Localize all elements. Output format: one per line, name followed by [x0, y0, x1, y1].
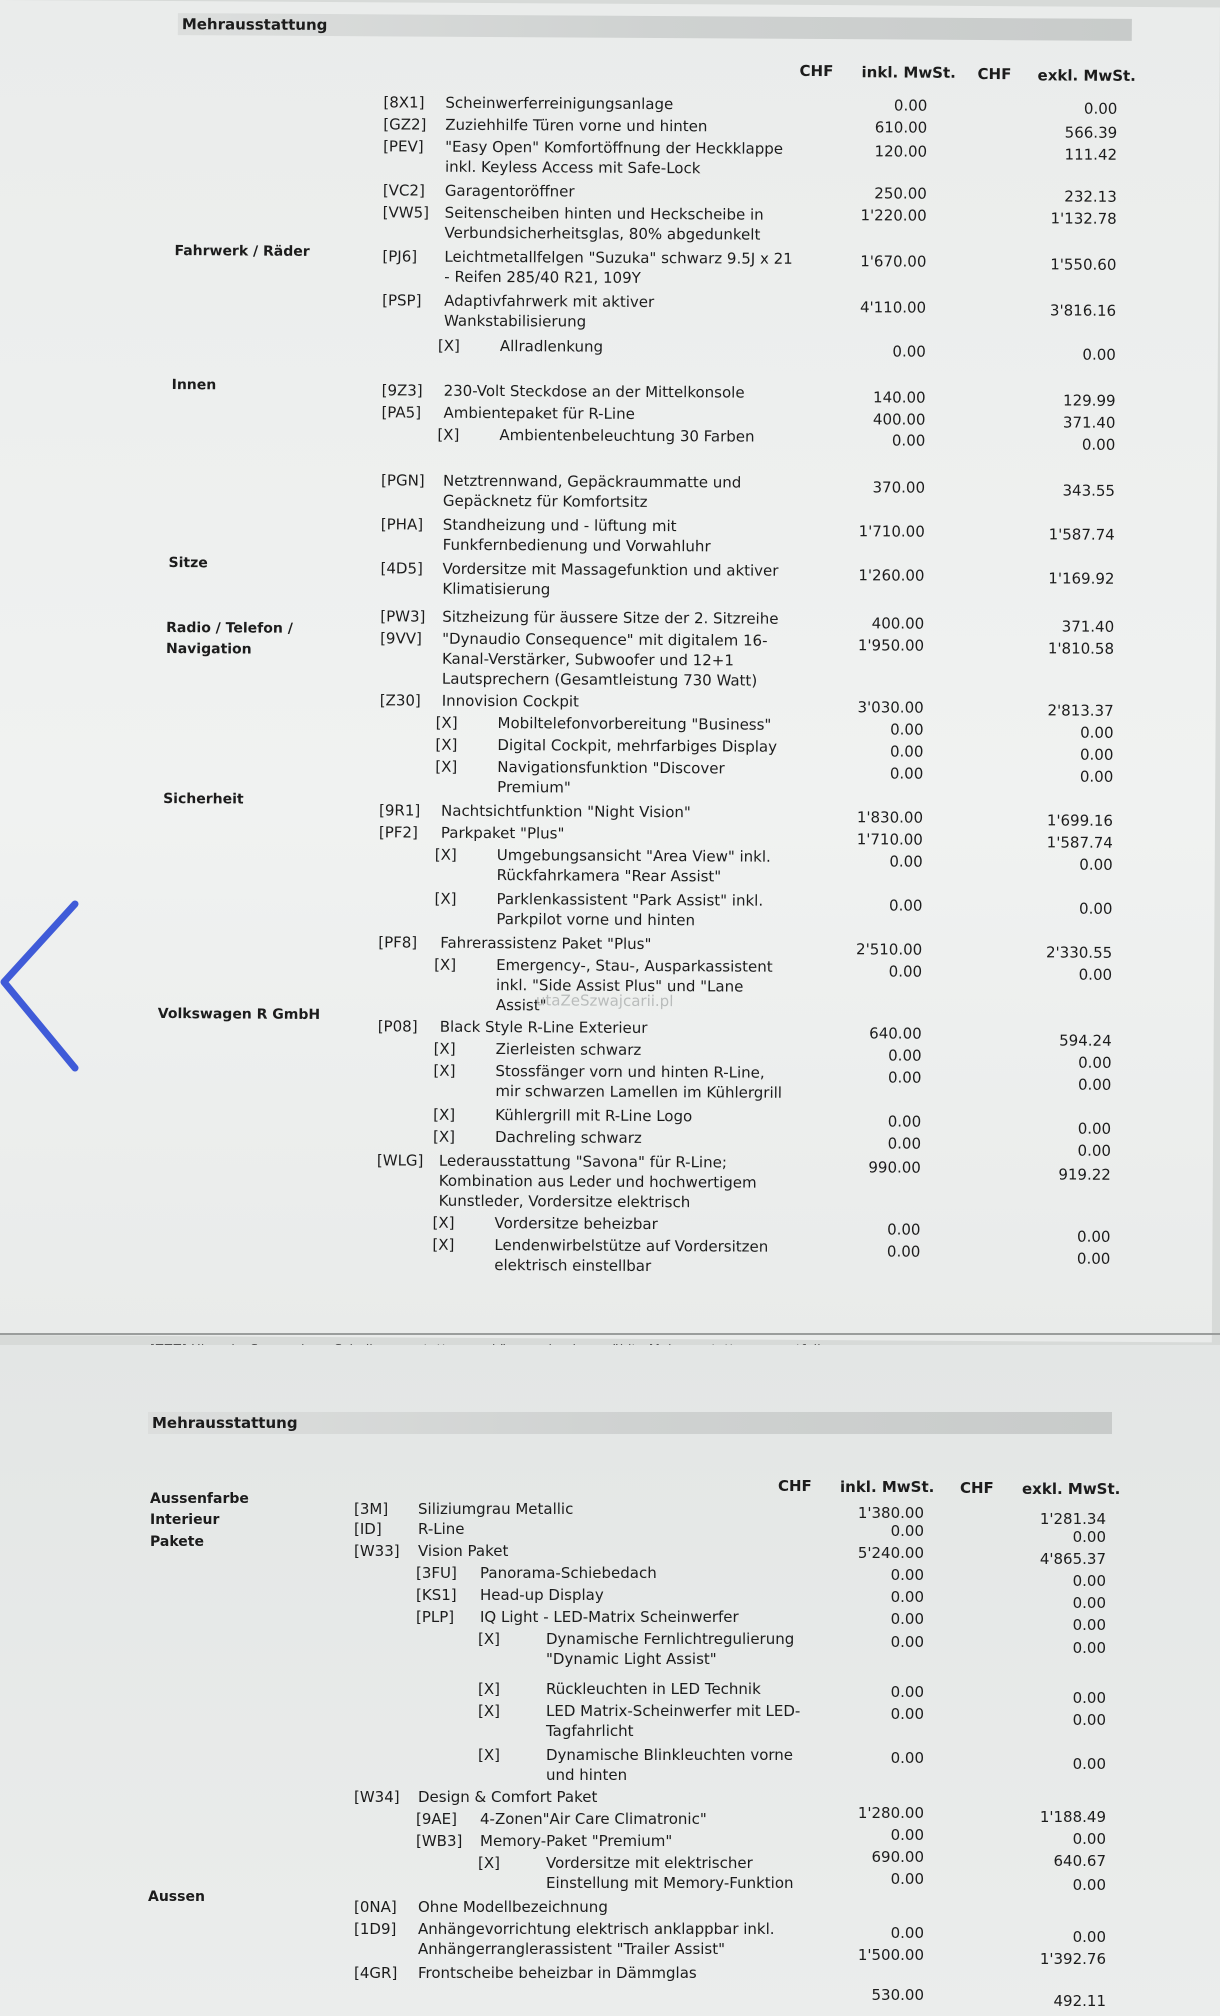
section-header: Mehrausstattung — [148, 1412, 1112, 1434]
watermark: utaZeSzwajcarii.pl — [535, 991, 674, 1011]
price-incl-vat: 0.00 — [889, 896, 923, 915]
price-incl-vat: 120.00 — [874, 142, 928, 161]
page-lower — [0, 1345, 1220, 2016]
option-code: [X] — [478, 1702, 500, 1720]
price-excl-vat: 0.00 — [1072, 1755, 1106, 1773]
option-code: [PEV] — [383, 137, 424, 156]
option-code: [X] — [433, 1039, 456, 1058]
option-code: [PLP] — [416, 1608, 455, 1626]
price-excl-vat: 0.00 — [1072, 1528, 1106, 1546]
option-code: [X] — [435, 757, 458, 776]
price-incl-vat: 400.00 — [871, 614, 925, 633]
price-excl-vat: 0.00 — [1082, 345, 1116, 364]
category-label: Volkswagen R GmbH — [157, 1005, 321, 1023]
price-excl-vat: 0.00 — [1079, 745, 1114, 764]
category-label: Sitze — [168, 555, 208, 572]
price-excl-vat: 0.00 — [1072, 1689, 1106, 1707]
option-description: Fahrerassistenz Paket "Plus" — [440, 933, 652, 953]
price-excl-vat: 1'392.76 — [1039, 1950, 1106, 1968]
option-description: Design & Comfort Paket — [418, 1788, 598, 1806]
category-label: Aussen — [148, 1889, 205, 1905]
col-chf-excl: CHF — [960, 1479, 994, 1497]
col-excl-mwst: exkl. MwSt. — [1022, 1480, 1121, 1498]
price-excl-vat: 0.00 — [1076, 1249, 1111, 1268]
price-excl-vat: 0.00 — [1078, 1053, 1112, 1072]
price-incl-vat: 400.00 — [872, 410, 926, 429]
option-description: Assist" — [495, 996, 547, 1015]
option-description: Klimatisierung — [442, 579, 551, 599]
option-description: Kunstleder, Vordersitze elektrisch — [438, 1191, 691, 1212]
price-excl-vat: 0.00 — [1077, 1141, 1112, 1160]
option-description: Umgebungsansicht "Area View" inkl. — [496, 846, 771, 866]
option-description: "Dynamic Light Assist" — [546, 1650, 717, 1668]
option-code: [X] — [478, 1630, 500, 1648]
price-incl-vat: 5'240.00 — [857, 1544, 924, 1562]
price-incl-vat: 370.00 — [872, 478, 926, 497]
option-code: [WB3] — [416, 1832, 463, 1850]
back-chevron-icon[interactable] — [0, 900, 80, 1080]
price-excl-vat: 0.00 — [1077, 1075, 1112, 1094]
option-description: Vordersitze mit elektrischer — [546, 1854, 753, 1872]
price-excl-vat: 1'132.78 — [1050, 209, 1117, 228]
option-description: Parkpilot vorne und hinten — [496, 910, 696, 930]
price-excl-vat: 566.39 — [1064, 123, 1118, 142]
option-description: Innovision Cockpit — [441, 691, 580, 711]
price-excl-vat: 594.24 — [1059, 1031, 1112, 1050]
option-description: Zuziehhilfe Türen vorne und hinten — [445, 115, 708, 136]
option-description: "Dynaudio Consequence" mit digitalem 16- — [442, 629, 768, 650]
option-description: und hinten — [546, 1766, 628, 1784]
col-chf-excl: CHF — [977, 64, 1012, 84]
price-incl-vat: 1'670.00 — [860, 252, 927, 271]
price-incl-vat: 0.00 — [890, 1749, 924, 1767]
option-code: [4D5] — [380, 559, 423, 578]
price-incl-vat: 640.00 — [869, 1024, 922, 1043]
option-code: [PJ6] — [382, 247, 418, 266]
price-incl-vat: 0.00 — [889, 852, 923, 871]
option-description: Wankstabilisierung — [443, 311, 587, 331]
price-incl-vat: 0.00 — [890, 1870, 924, 1888]
option-code: [X] — [433, 1127, 456, 1146]
option-code: [X] — [433, 1105, 456, 1124]
price-incl-vat: 530.00 — [871, 1986, 924, 2004]
price-incl-vat: 1'950.00 — [857, 636, 925, 655]
option-description: 4-Zonen"Air Care Climatronic" — [480, 1810, 707, 1828]
option-description: Zierleisten schwarz — [495, 1040, 642, 1059]
option-code: [X] — [478, 1680, 500, 1698]
price-excl-vat: 129.99 — [1063, 391, 1116, 410]
price-excl-vat: 111.42 — [1064, 145, 1118, 164]
option-description: Ambientenbeleuchtung 30 Farben — [499, 426, 755, 446]
price-incl-vat: 0.00 — [887, 1112, 922, 1131]
price-incl-vat: 0.00 — [887, 1134, 922, 1153]
option-description: Adaptivfahrwerk mit aktiver — [444, 291, 655, 312]
option-code: [X] — [432, 1213, 455, 1232]
option-description: Vordersitze mit Massagefunktion und aktiver — [442, 559, 779, 580]
option-description: R-Line — [418, 1520, 465, 1538]
option-code: [W33] — [354, 1542, 400, 1560]
option-code: [PF2] — [378, 823, 418, 842]
option-code: [X] — [434, 845, 457, 864]
price-excl-vat: 2'330.55 — [1045, 943, 1113, 962]
price-incl-vat: 0.00 — [889, 742, 924, 761]
option-description: Seitenscheiben hinten und Heckscheibe in — [444, 203, 764, 224]
price-excl-vat: 0.00 — [1072, 1616, 1106, 1634]
price-excl-vat: 343.55 — [1062, 481, 1116, 500]
price-incl-vat: 0.00 — [892, 342, 926, 361]
price-excl-vat: 1'587.74 — [1046, 833, 1113, 852]
price-excl-vat: 1'188.49 — [1039, 1808, 1106, 1826]
option-description: Kanal-Verstärker, Subwoofer und 12+1 — [441, 649, 734, 670]
price-excl-vat: 640.67 — [1053, 1852, 1106, 1870]
option-description: Funkfernbedienung und Vorwahluhr — [442, 535, 711, 556]
option-code: [X] — [434, 955, 457, 974]
price-excl-vat: 0.00 — [1080, 723, 1114, 742]
option-description: Navigationsfunktion "Discover — [497, 758, 725, 778]
option-code: [ID] — [354, 1520, 382, 1538]
price-incl-vat: 0.00 — [893, 96, 928, 115]
option-description: Vision Paket — [418, 1542, 509, 1560]
option-code: [X] — [434, 889, 457, 908]
price-excl-vat: 0.00 — [1079, 767, 1114, 786]
price-incl-vat: 1'260.00 — [858, 566, 925, 585]
price-incl-vat: 1'380.00 — [857, 1504, 924, 1522]
option-description: Dynamische Blinkleuchten vorne — [546, 1746, 794, 1764]
option-code: [KS1] — [416, 1586, 457, 1604]
price-excl-vat: 0.00 — [1072, 1711, 1106, 1729]
option-code: [X] — [433, 1061, 456, 1080]
price-incl-vat: 1'500.00 — [857, 1946, 924, 1964]
price-excl-vat: 1'169.92 — [1048, 569, 1115, 588]
price-incl-vat: 3'030.00 — [857, 698, 924, 717]
price-incl-vat: 0.00 — [890, 1610, 924, 1628]
option-description: Vordersitze beheizbar — [494, 1214, 658, 1234]
price-incl-vat: 690.00 — [871, 1848, 924, 1866]
option-description: Verbundsicherheitsglas, 80% abgedunkelt — [444, 223, 761, 244]
option-code: [X] — [437, 425, 460, 444]
price-excl-vat: 1'281.34 — [1039, 1510, 1106, 1528]
col-incl-mwst: inkl. MwSt. — [861, 63, 956, 82]
price-incl-vat: 0.00 — [886, 1242, 921, 1261]
option-code: [X] — [432, 1235, 455, 1254]
option-description: Tagfahrlicht — [546, 1722, 634, 1740]
price-excl-vat: 1'587.74 — [1048, 525, 1115, 544]
option-description: inkl. "Side Assist Plus" und "Lane — [495, 976, 744, 996]
price-excl-vat: 919.22 — [1058, 1165, 1111, 1184]
price-incl-vat: 0.00 — [890, 1924, 924, 1942]
option-description: Lederausstattung "Savona" für R-Line; — [438, 1151, 727, 1172]
price-incl-vat: 4'110.00 — [859, 298, 927, 317]
price-excl-vat: 0.00 — [1072, 1572, 1106, 1590]
option-code: [9VV] — [380, 629, 422, 648]
price-incl-vat: 0.00 — [888, 1046, 922, 1065]
option-code: [WLG] — [376, 1151, 424, 1170]
option-description: Kühlergrill mit R-Line Logo — [495, 1106, 693, 1126]
price-incl-vat: 2'510.00 — [856, 940, 923, 959]
price-incl-vat: 0.00 — [887, 1068, 922, 1087]
option-code: [P08] — [377, 1017, 418, 1036]
option-description: mir schwarzen Lamellen im Kühlergrill — [495, 1082, 783, 1102]
option-code: [X] — [435, 735, 458, 754]
option-description: Gepäcknetz für Komfortsitz — [442, 491, 648, 511]
option-description: Nachtsichtfunktion "Night Vision" — [441, 801, 691, 822]
price-excl-vat: 0.00 — [1072, 1594, 1106, 1612]
category-label: Pakete — [150, 1534, 204, 1550]
category-label: Innen — [171, 377, 217, 394]
option-description: Parkpaket "Plus" — [440, 823, 565, 843]
price-excl-vat: 0.00 — [1078, 965, 1113, 984]
option-description: Lautsprechern (Gesamtleistung 730 Watt) — [441, 669, 758, 690]
option-description: IQ Light - LED-Matrix Scheinwerfer — [480, 1608, 739, 1626]
price-incl-vat: 140.00 — [873, 388, 926, 407]
price-incl-vat: 0.00 — [890, 1633, 924, 1651]
option-description: Anhängerranglerassistent "Trailer Assist" — [418, 1940, 726, 1958]
option-description: Parklenkassistent "Park Assist" inkl. — [496, 890, 764, 910]
option-description: inkl. Keyless Access mit Safe-Lock — [444, 157, 701, 178]
option-code: [GZ2] — [383, 115, 427, 134]
option-description: Black Style R-Line Exterieur — [439, 1017, 648, 1037]
price-excl-vat: 3'816.16 — [1049, 301, 1117, 320]
price-excl-vat: 0.00 — [1077, 1227, 1111, 1246]
option-code: [0NA] — [354, 1898, 397, 1916]
price-excl-vat: 0.00 — [1072, 1876, 1106, 1894]
price-incl-vat: 250.00 — [874, 184, 927, 203]
option-description: Dynamische Fernlichtregulierung — [546, 1630, 795, 1648]
price-incl-vat: 1'710.00 — [856, 830, 923, 849]
price-excl-vat: 1'550.60 — [1050, 255, 1117, 274]
price-excl-vat: 0.00 — [1072, 1928, 1106, 1946]
price-incl-vat: 0.00 — [890, 1522, 924, 1540]
section-header: Mehrausstattung — [178, 13, 1132, 41]
category-label: Interieur — [150, 1512, 220, 1528]
option-code: [9R1] — [379, 801, 421, 820]
price-incl-vat: 0.00 — [888, 962, 923, 981]
price-incl-vat: 0.00 — [890, 1826, 924, 1844]
category-label: Sicherheit — [163, 791, 244, 808]
price-excl-vat: 0.00 — [1079, 855, 1113, 874]
price-incl-vat: 1'280.00 — [857, 1804, 924, 1822]
price-excl-vat: 0.00 — [1079, 899, 1113, 918]
option-description: Ohne Modellbezeichnung — [418, 1898, 608, 1916]
option-code: [W34] — [354, 1788, 400, 1806]
option-description: Einstellung mit Memory-Funktion — [546, 1874, 794, 1892]
option-description: Panorama-Schiebedach — [480, 1564, 657, 1582]
option-code: [9AE] — [416, 1810, 457, 1828]
option-code: [PSP] — [382, 291, 422, 310]
price-incl-vat: 610.00 — [874, 118, 928, 137]
option-description: Mobiltelefonvorbereitung "Business" — [497, 714, 772, 734]
price-incl-vat: 0.00 — [890, 1566, 924, 1584]
option-code: [9Z3] — [381, 381, 423, 400]
col-excl-mwst: exkl. MwSt. — [1037, 66, 1136, 85]
category-label: Fahrwerk / Räder — [174, 243, 310, 260]
option-description: Emergency-, Stau-, Ausparkassistent — [496, 956, 773, 976]
option-description: Allradlenkung — [499, 337, 604, 356]
option-description: Stossfänger vorn und hinten R-Line, — [495, 1062, 765, 1082]
price-excl-vat: 2'813.37 — [1047, 701, 1114, 720]
option-code: [X] — [435, 713, 458, 732]
option-description: Siliziumgrau Metallic — [418, 1500, 574, 1518]
option-code: [4GR] — [354, 1964, 398, 1982]
option-description: Rückleuchten in LED Technik — [546, 1680, 761, 1698]
option-description: Standheizung und - lüftung mit — [442, 515, 677, 536]
option-description: Frontscheibe beheizbar in Dämmglas — [418, 1964, 697, 1982]
option-code: [X] — [437, 336, 460, 355]
price-excl-vat: 4'865.37 — [1039, 1550, 1106, 1568]
col-chf-incl: CHF — [778, 1477, 812, 1495]
option-description: "Easy Open" Komfortöffnung der Heckklappe — [445, 137, 784, 158]
option-description: Lendenwirbelstütze auf Vordersitzen — [494, 1236, 769, 1256]
option-description: Leichtmetallfelgen "Suzuka" schwarz 9.5J x 21 — [444, 247, 793, 268]
price-incl-vat: 0.00 — [890, 1705, 924, 1723]
option-description: elektrisch einstellbar — [494, 1256, 652, 1276]
option-code: [X] — [478, 1746, 500, 1764]
price-excl-vat: 232.13 — [1064, 187, 1117, 206]
option-code: [VW5] — [382, 203, 430, 222]
category-label: Aussenfarbe — [150, 1491, 249, 1507]
price-excl-vat: 371.40 — [1062, 413, 1116, 432]
price-incl-vat: 1'220.00 — [860, 206, 927, 225]
col-incl-mwst: inkl. MwSt. — [840, 1478, 935, 1496]
option-description: Premium" — [497, 778, 571, 797]
option-code: [3FU] — [416, 1564, 457, 1582]
option-code: [PA5] — [381, 403, 422, 422]
option-code: [PW3] — [380, 607, 426, 626]
page-divider — [0, 1333, 1220, 1335]
option-description: - Reifen 285/40 R21, 109Y — [444, 267, 641, 287]
price-incl-vat: 0.00 — [891, 431, 926, 450]
price-excl-vat: 0.00 — [1072, 1639, 1106, 1657]
category-label: Radio / Telefon / — [166, 620, 293, 637]
option-description: Scheinwerferreinigungsanlage — [445, 93, 674, 114]
price-incl-vat: 990.00 — [868, 1158, 921, 1177]
option-description: Kombination aus Leder und hochwertigem — [438, 1171, 757, 1192]
option-description: Anhängevorrichtung elektrisch anklappbar inkl. — [418, 1920, 775, 1938]
price-excl-vat: 492.11 — [1053, 1992, 1106, 2010]
price-incl-vat: 0.00 — [890, 1683, 924, 1701]
option-description: Head-up Display — [480, 1586, 604, 1604]
price-excl-vat: 371.40 — [1061, 617, 1115, 636]
option-code: [PGN] — [381, 471, 425, 490]
option-code: [1D9] — [354, 1920, 397, 1938]
price-excl-vat: 0.00 — [1077, 1119, 1112, 1138]
option-description: Dachreling schwarz — [495, 1128, 642, 1147]
price-excl-vat: 0.00 — [1081, 435, 1116, 454]
option-code: [X] — [478, 1854, 500, 1872]
price-incl-vat: 1'830.00 — [856, 808, 924, 827]
option-code: [Z30] — [379, 691, 421, 710]
price-incl-vat: 1'710.00 — [858, 522, 925, 541]
option-description: Rückfahrkamera "Rear Assist" — [496, 866, 722, 886]
option-code: [VC2] — [382, 181, 425, 200]
option-description: 230-Volt Steckdose an der Mittelkonsole — [443, 381, 745, 402]
category-label: Navigation — [165, 641, 252, 658]
price-incl-vat: 0.00 — [890, 720, 924, 739]
price-incl-vat: 0.00 — [890, 1588, 924, 1606]
price-excl-vat: 1'699.16 — [1046, 811, 1114, 830]
option-code: [PF8] — [378, 933, 418, 952]
option-description: Ambientepaket für R-Line — [443, 403, 635, 423]
col-chf-incl: CHF — [799, 61, 834, 81]
option-description: Memory-Paket "Premium" — [480, 1832, 673, 1850]
option-description: LED Matrix-Scheinwerfer mit LED- — [546, 1702, 801, 1720]
option-description: Garagentoröffner — [444, 181, 575, 201]
price-incl-vat: 0.00 — [887, 1220, 921, 1239]
option-code: [8X1] — [383, 93, 425, 112]
option-description: Digital Cockpit, mehrfarbiges Display — [497, 736, 778, 756]
option-description: Sitzheizung für äussere Sitze der 2. Sitzreihe — [442, 607, 779, 628]
option-description: Netztrennwand, Gepäckraummatte und — [443, 471, 742, 492]
price-excl-vat: 0.00 — [1072, 1830, 1106, 1848]
option-code: [PHA] — [380, 515, 424, 534]
price-incl-vat: 0.00 — [889, 764, 924, 783]
option-code: [3M] — [354, 1500, 389, 1518]
price-excl-vat: 0.00 — [1083, 99, 1118, 118]
price-excl-vat: 1'810.58 — [1047, 639, 1115, 658]
